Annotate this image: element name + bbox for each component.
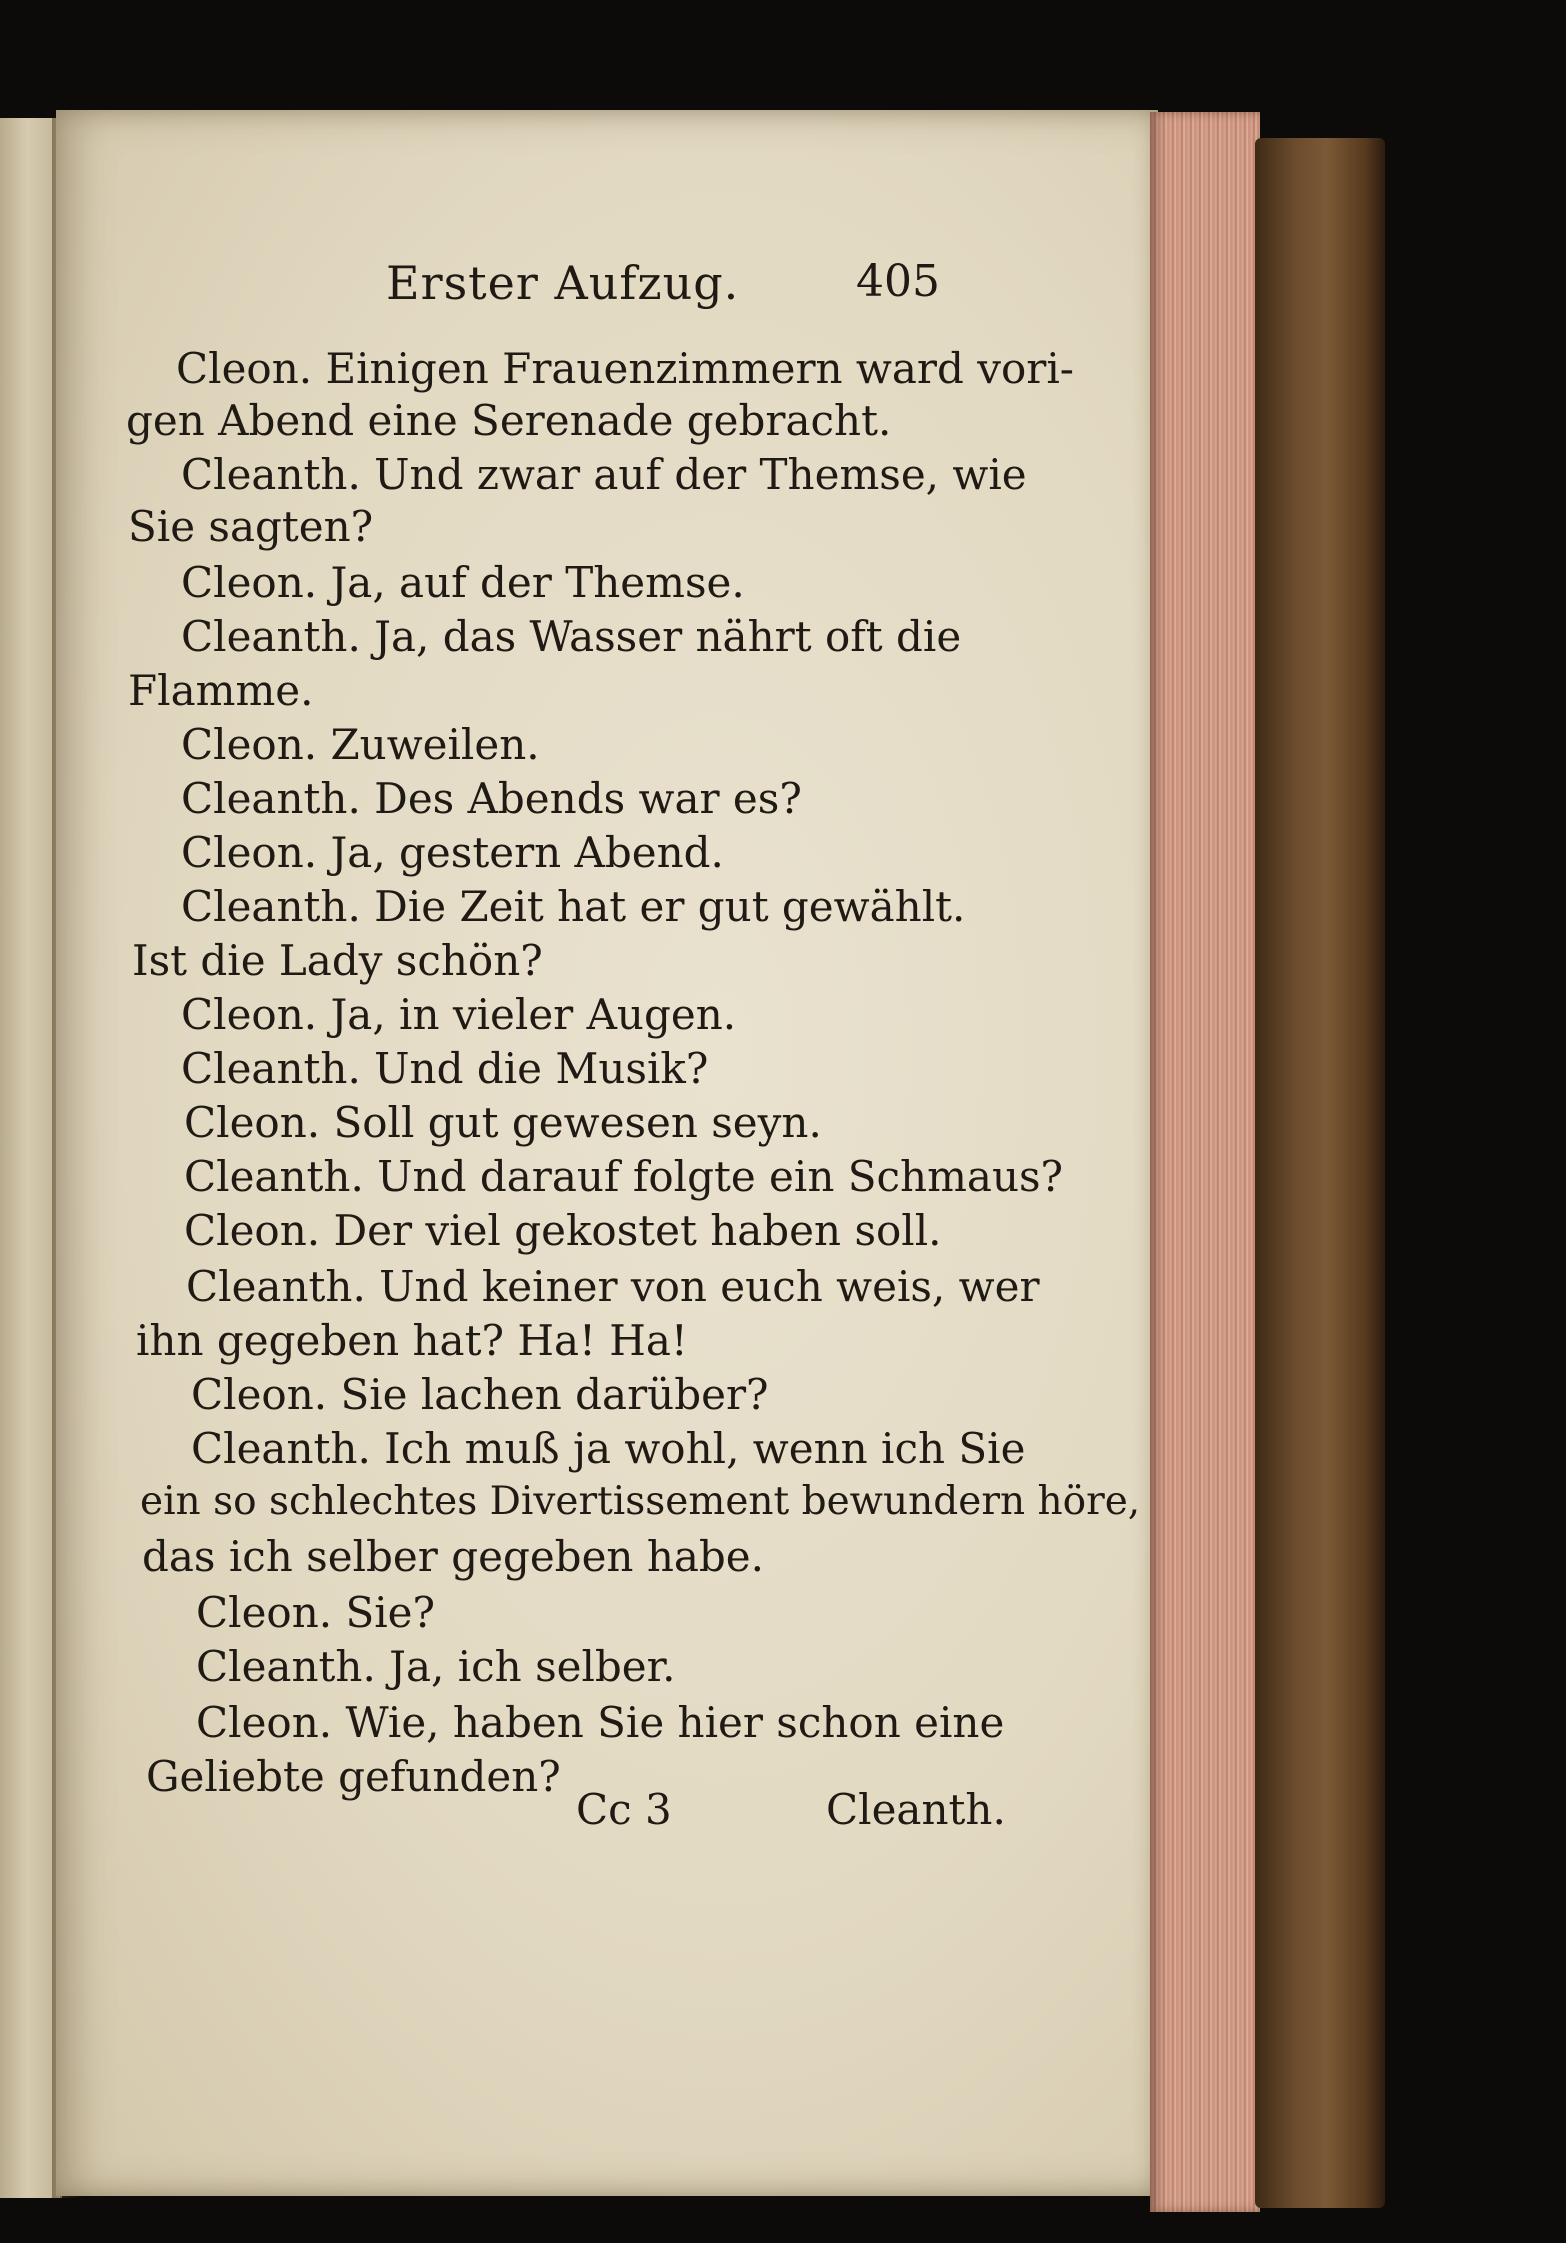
text-line: Flamme. xyxy=(128,666,314,715)
text-line: Ist die Lady schön? xyxy=(132,936,543,985)
signature-mark: Cc 3 xyxy=(576,1785,672,1834)
text-line: Cleanth. Des Abends war es? xyxy=(181,774,802,823)
leather-cover xyxy=(1255,138,1385,2208)
text-line: gen Abend eine Serenade gebracht. xyxy=(126,396,892,445)
running-title: Erster Aufzug. xyxy=(386,256,740,310)
text-line: Cleon. Einigen Frauenzimmern ward vori- xyxy=(176,344,1074,393)
text-line: Cleon. Zuweilen. xyxy=(181,720,540,769)
text-line: Cleanth. Ja, das Wasser nährt oft die xyxy=(181,612,962,661)
text-line: ein so schlechtes Divertissement bewundern höre, xyxy=(140,1479,1141,1524)
text-line: Cleanth. Und die Musik? xyxy=(181,1044,709,1093)
text-line: Cleon. Ja, auf der Themse. xyxy=(181,558,745,607)
text-line: Cleon. Wie, haben Sie hier schon eine xyxy=(196,1698,1005,1747)
text-line: Cleanth. Und darauf folgte ein Schmaus? xyxy=(184,1152,1064,1201)
text-line: Cleanth. Die Zeit hat er gut gewählt. xyxy=(181,882,966,931)
text-line: Geliebte gefunden? xyxy=(146,1752,561,1801)
text-line: Cleanth. Und zwar auf der Themse, wie xyxy=(181,450,1027,499)
text-line: Cleon. Der viel gekostet haben soll. xyxy=(184,1206,942,1255)
page-text xyxy=(56,110,1158,2196)
page-edges xyxy=(1150,112,1260,2212)
text-line: Sie sagten? xyxy=(128,502,374,551)
text-line: Cleanth. Und keiner von euch weis, wer xyxy=(186,1262,1040,1311)
text-line: ihn gegeben hat? Ha! Ha! xyxy=(136,1316,688,1365)
text-line: Cleon. Sie lachen darüber? xyxy=(191,1370,769,1419)
text-line: Cleanth. Ja, ich selber. xyxy=(196,1642,676,1691)
catchword: Cleanth. xyxy=(826,1785,1006,1834)
text-line: Cleon. Ja, in vieler Augen. xyxy=(181,990,737,1039)
text-line: Cleanth. Ich muß ja wohl, wenn ich Sie xyxy=(191,1424,1026,1473)
text-line: Cleon. Sie? xyxy=(196,1588,436,1637)
text-line: Cleon. Soll gut gewesen seyn. xyxy=(184,1098,822,1147)
text-line: das ich selber gegeben habe. xyxy=(142,1532,765,1581)
page-number: 405 xyxy=(856,256,940,307)
text-line: Cleon. Ja, gestern Abend. xyxy=(181,828,724,877)
